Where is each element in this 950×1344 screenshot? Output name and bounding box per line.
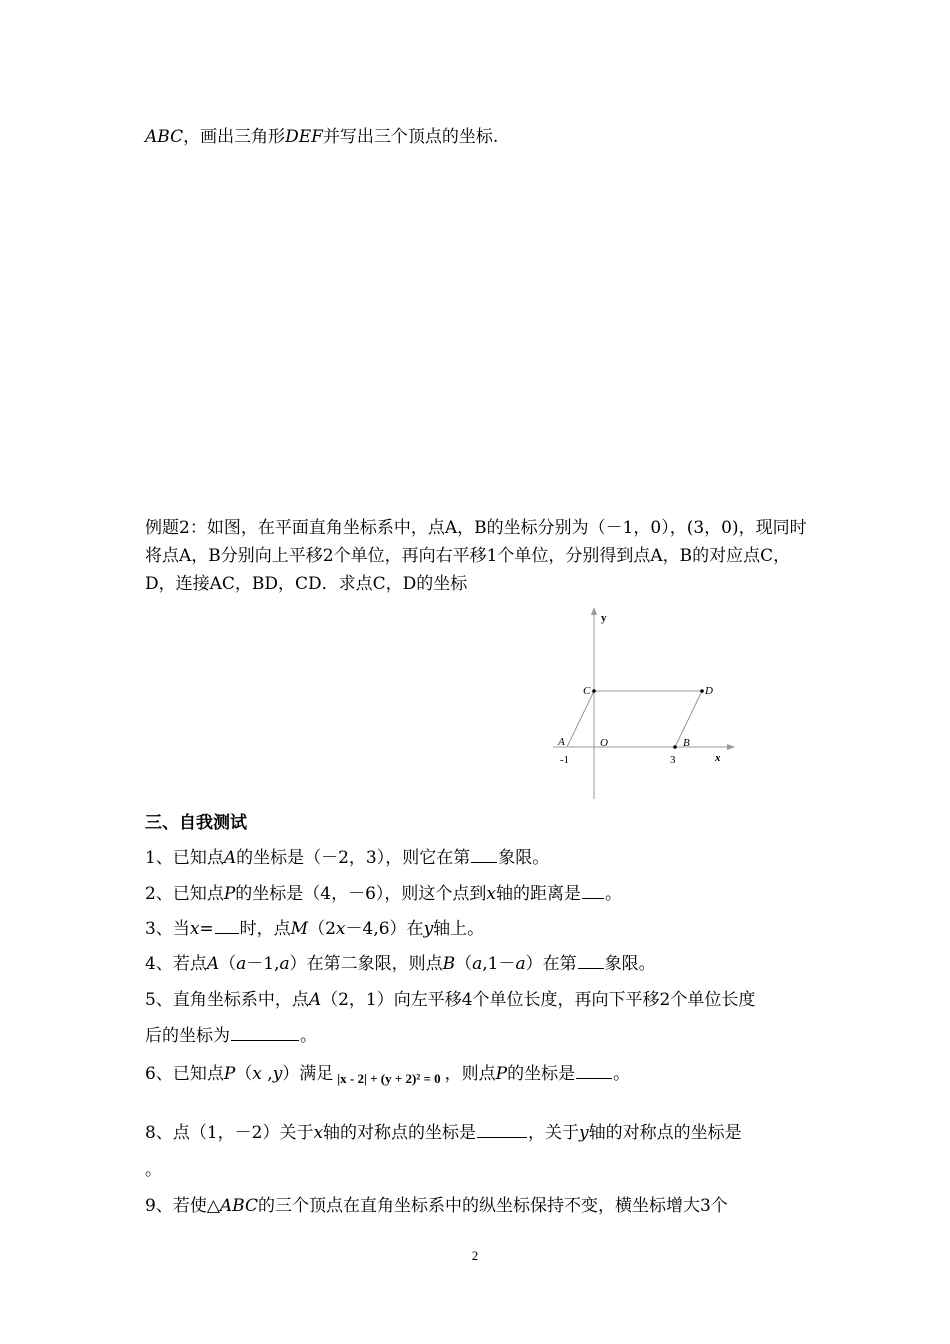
answer-blank[interactable] xyxy=(477,1120,527,1138)
answer-blank[interactable] xyxy=(215,916,239,934)
var-y: y xyxy=(272,1064,283,1084)
tick-label-3: 3 xyxy=(670,754,676,766)
var-y: y xyxy=(423,919,434,939)
text-segment: ,1－ xyxy=(482,954,516,974)
var-p: P xyxy=(495,1064,508,1084)
question-2 xyxy=(145,881,810,907)
var-x: x xyxy=(189,919,200,939)
text-segment: 的坐标是 xyxy=(507,1064,576,1084)
answer-blank[interactable] xyxy=(471,845,497,863)
var-def: DEF xyxy=(285,127,323,147)
text-segment: ）满足 xyxy=(282,1064,334,1084)
text-segment: 的坐标是（－2，3），则它在第 xyxy=(236,848,471,868)
question-5-line-2 xyxy=(145,1023,810,1049)
var-x: x xyxy=(313,1123,324,1143)
text-segment: 并写出三个顶点的坐标. xyxy=(322,127,499,147)
text-segment: 。 xyxy=(145,1160,162,1180)
text-segment: （2，1）向左平移4个单位长度，再向下平移2个单位长度 xyxy=(321,990,756,1010)
text-segment: 3、当 xyxy=(145,919,190,939)
text-segment: 轴的距离是 xyxy=(496,884,582,904)
text-segment: 4、若点 xyxy=(145,954,207,974)
label-o: O xyxy=(600,737,608,749)
example2-paragraph: 例题2：如图，在平面直角坐标系中，点A，B的坐标分别为（－1，0），(3，0)，现同时将点A，B分别向上平移2个单位，再向右平移1个单位，分别得到点A，B的对应点C，D，连接AC，BD，CD．求点C，D的坐标 xyxy=(145,518,807,594)
var-y: y xyxy=(579,1123,589,1143)
text-segment: ，关于 xyxy=(528,1123,580,1143)
text-segment: （ xyxy=(235,1064,253,1084)
var-a: a xyxy=(279,954,290,974)
text-segment: = xyxy=(199,919,214,939)
text-segment: 8、点（1，－2）关于 xyxy=(145,1123,314,1143)
y-axis-arrow xyxy=(591,607,597,615)
text-segment: 。 xyxy=(613,1064,631,1084)
point-d xyxy=(700,689,704,693)
label-c: C xyxy=(583,685,591,697)
var-a-point: A xyxy=(206,954,220,974)
question-5-line-1 xyxy=(145,987,810,1013)
text-segment: ）在第二象限，则点 xyxy=(289,954,443,974)
var-x: x xyxy=(486,884,497,904)
text-segment: 象限。 xyxy=(498,848,550,868)
text-segment: ，则点 xyxy=(444,1064,496,1084)
var-x: x xyxy=(252,1064,262,1084)
axis-label-x: x xyxy=(715,752,721,764)
condition-formula: |x - 2| + (y + 2)² = 0 xyxy=(337,1071,441,1086)
text-segment: 轴上。 xyxy=(433,919,485,939)
axis-label-y: y xyxy=(601,612,607,624)
section-heading: 三、自我测试 xyxy=(145,813,247,833)
text-segment: （ xyxy=(455,954,473,974)
text-segment: 6、已知点 xyxy=(145,1064,224,1084)
point-b xyxy=(673,745,677,749)
var-p: P xyxy=(223,884,236,904)
text-segment: （ xyxy=(219,954,237,974)
text-segment: （2 xyxy=(308,919,336,939)
label-d: D xyxy=(705,685,713,697)
question-9 xyxy=(145,1193,810,1219)
var-p: P xyxy=(223,1064,236,1084)
var-a: A xyxy=(223,848,237,868)
text-segment: 的坐标是（4，－6），则这个点到 xyxy=(235,884,487,904)
question-8-line-1 xyxy=(145,1120,810,1146)
label-b: B xyxy=(683,737,690,749)
text-segment: 的三个顶点在直角坐标系中的纵坐标保持不变，横坐标增大3个 xyxy=(257,1196,728,1216)
answer-blank[interactable] xyxy=(231,1023,299,1041)
text-segment: , xyxy=(261,1064,273,1084)
var-a: a xyxy=(515,954,526,974)
answer-blank[interactable] xyxy=(578,951,604,969)
var-b-point: B xyxy=(442,954,456,974)
var-x: x xyxy=(335,919,346,939)
text-segment: －4,6）在 xyxy=(345,919,424,939)
var-a: a xyxy=(472,954,483,974)
segment-ac xyxy=(567,691,594,747)
question-4 xyxy=(145,951,810,977)
var-a-point: A xyxy=(308,990,322,1010)
text-segment: 。 xyxy=(300,1026,317,1046)
point-c xyxy=(592,689,596,693)
var-abc: ABC xyxy=(145,127,184,147)
text-segment: 5、直角坐标系中，点 xyxy=(145,990,309,1010)
text-segment: 2、已知点 xyxy=(145,884,224,904)
text-segment: 1、已知点 xyxy=(145,848,224,868)
var-m: M xyxy=(290,919,309,939)
answer-blank[interactable] xyxy=(576,1061,612,1079)
var-a: a xyxy=(236,954,247,974)
text-segment: 。 xyxy=(605,884,623,904)
label-a: A xyxy=(558,736,565,748)
tick-label-neg1: -1 xyxy=(560,754,570,766)
question-6 xyxy=(145,1061,810,1092)
question-8-line-2 xyxy=(145,1157,810,1183)
continued-text-line xyxy=(145,124,810,150)
text-segment: ）在第 xyxy=(525,954,577,974)
var-abc: ABC xyxy=(219,1196,258,1216)
text-segment: 时，点 xyxy=(239,919,291,939)
x-axis-arrow xyxy=(727,744,735,750)
text-segment: 轴的对称点的坐标是 xyxy=(323,1123,477,1143)
text-segment: 轴的对称点的坐标是 xyxy=(588,1123,742,1143)
text-segment: －1, xyxy=(246,954,280,974)
coordinate-figure xyxy=(545,605,745,805)
text-segment: 象限。 xyxy=(604,954,656,974)
answer-blank[interactable] xyxy=(582,881,604,899)
text-segment: ，画出三角形 xyxy=(183,127,286,147)
question-1 xyxy=(145,845,810,871)
text-segment: 后的坐标为 xyxy=(145,1026,230,1046)
text-segment: 9、若使△ xyxy=(145,1196,220,1216)
question-3 xyxy=(145,916,810,942)
page-number: 2 xyxy=(471,1248,479,1263)
